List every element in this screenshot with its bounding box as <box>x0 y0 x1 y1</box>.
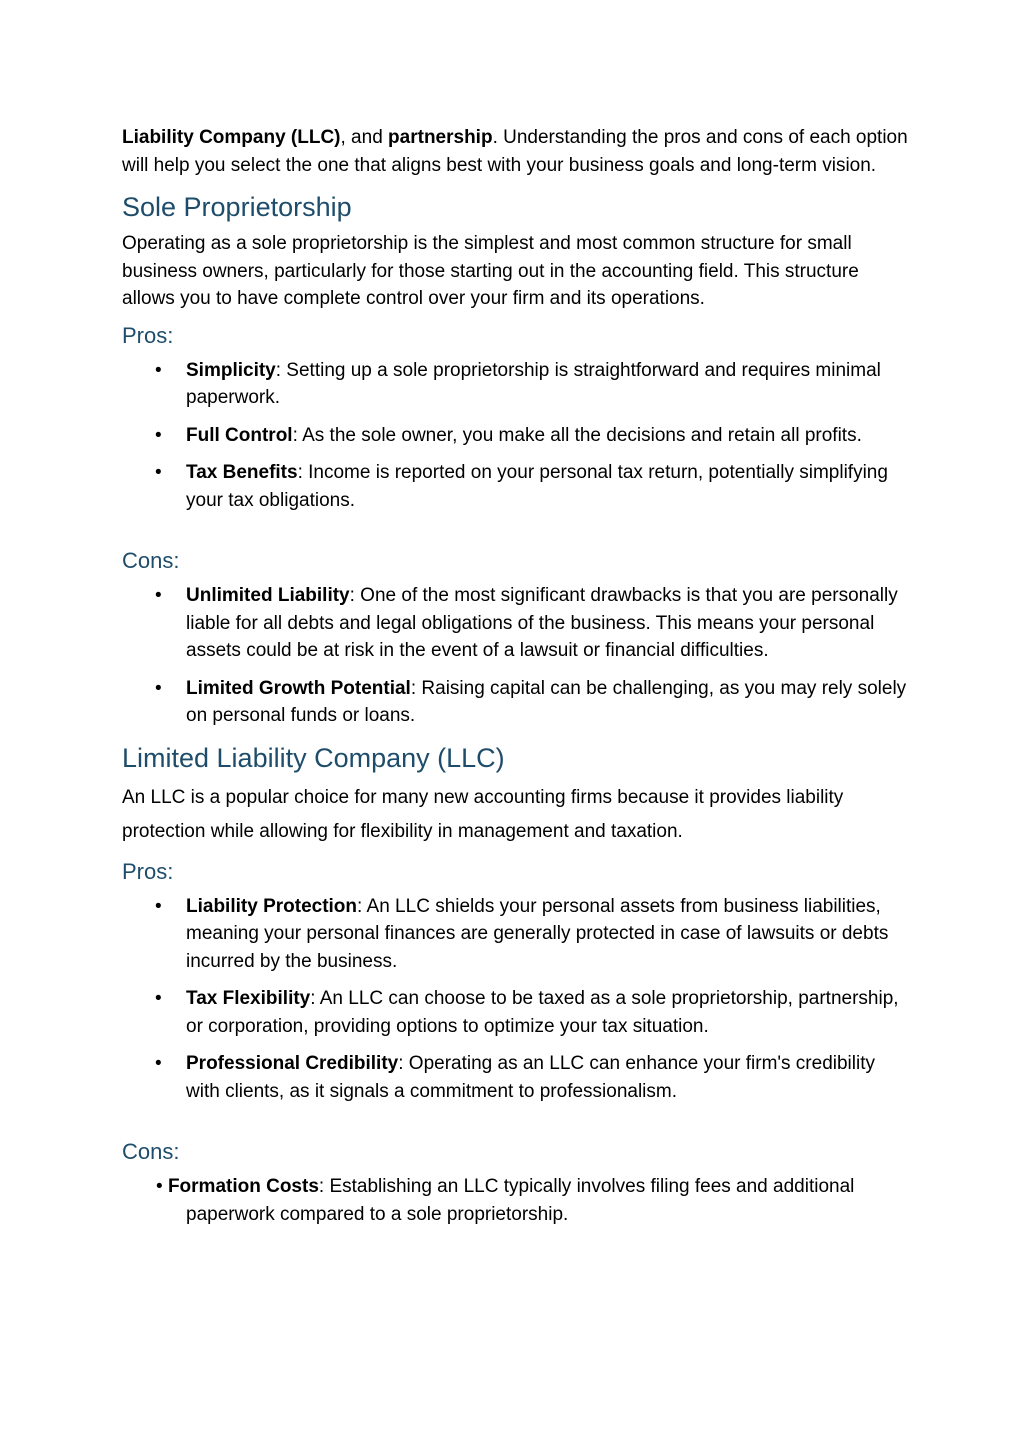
list-item <box>122 985 912 1040</box>
llc-heading: Limited Liability Company (LLC) <box>122 742 505 773</box>
llc-cons-heading: Cons: <box>122 1139 180 1164</box>
sole-pros-list <box>122 357 912 515</box>
item-term: Liability Protection <box>186 895 358 917</box>
sole-pros-heading: Pros: <box>122 322 174 348</box>
list-item <box>122 357 912 412</box>
list-item <box>122 675 912 730</box>
item-text: : One of the most significant drawbacks is that you are personally liable for all debts and legal obligations of the business. This means your personal assets could be at risk in the event of a lawsuit or financial difficulties. <box>186 585 898 661</box>
sole-cons-list <box>122 582 912 730</box>
llc-pros-heading: Pros: <box>122 858 174 884</box>
item-term: Professional Credibility <box>186 1053 399 1074</box>
bullet-icon: • <box>155 677 162 699</box>
bullet-icon: • <box>155 462 162 483</box>
list-item <box>122 1173 912 1228</box>
item-term: Formation Costs <box>167 1176 319 1197</box>
intro-bold-llc: Liability Company (LLC) <box>122 127 341 148</box>
item-text: : Raising capital can be challenging, as you may rely solely on personal funds or loans. <box>186 677 907 726</box>
document-page <box>122 124 912 1228</box>
bullet-icon: • <box>155 359 162 381</box>
bullet-icon: • <box>155 424 162 446</box>
llc-pros-list <box>122 893 912 1106</box>
bullet-icon: • <box>155 585 162 606</box>
item-term: Tax Flexibility <box>186 988 311 1009</box>
item-text: : An LLC can choose to be taxed as a sole proprietorship, partnership, or corporation, providing options to optimize your tax situation. <box>186 988 899 1037</box>
bullet-icon: • <box>156 1176 163 1197</box>
intro-connector: , and <box>340 127 389 148</box>
list-item <box>122 582 912 665</box>
list-item <box>122 893 912 976</box>
list-item <box>122 1050 912 1105</box>
item-text: : Income is reported on your personal tax return, potentially simplifying your tax obligations. <box>186 462 888 511</box>
bullet-icon: • <box>155 895 162 917</box>
item-term: Full Control <box>186 424 293 446</box>
intro-rest: . Understanding the pros and cons of each option will help you select the one that aligns best with your business goals and long-term vision. <box>122 127 908 176</box>
list-item <box>122 422 912 450</box>
item-text: : As the sole owner, you make all the decisions and retain all profits. <box>292 424 862 446</box>
intro-paragraph <box>122 124 912 179</box>
bullet-icon: • <box>155 1053 162 1074</box>
intro-bold-partnership: partnership <box>388 127 493 148</box>
sole-proprietorship-paragraph: Operating as a sole proprietorship is the simplest and most common structure for small business owners, particularly for those starting out in the accounting field. This structure allows you to have complete control over your firm and its operations. <box>122 233 859 309</box>
item-term: Unlimited Liability <box>186 585 350 606</box>
item-term: Limited Growth Potential <box>186 677 411 699</box>
llc-paragraph: An LLC is a popular choice for many new accounting firms because it provides liability protection while allowing for flexibility in management and taxation. <box>122 786 844 842</box>
item-term: Simplicity <box>186 359 276 381</box>
item-term: Tax Benefits <box>186 462 298 483</box>
item-text: : An LLC shields your personal assets from business liabilities, meaning your personal finances are generally protected in case of lawsuits or debts incurred by the business. <box>186 895 889 972</box>
item-text: : Operating as an LLC can enhance your firm's credibility with clients, as it signals a commitment to professionalism. <box>186 1053 875 1102</box>
item-text: : Establishing an LLC typically involves filing fees and additional paperwork compared to a sole proprietorship. <box>186 1176 855 1225</box>
sole-proprietorship-heading: Sole Proprietorship <box>122 192 352 222</box>
item-text: : Setting up a sole proprietorship is straightforward and requires minimal paperwork. <box>186 359 881 408</box>
bullet-icon: • <box>155 988 162 1009</box>
sole-cons-heading: Cons: <box>122 548 180 573</box>
list-item <box>122 459 912 514</box>
